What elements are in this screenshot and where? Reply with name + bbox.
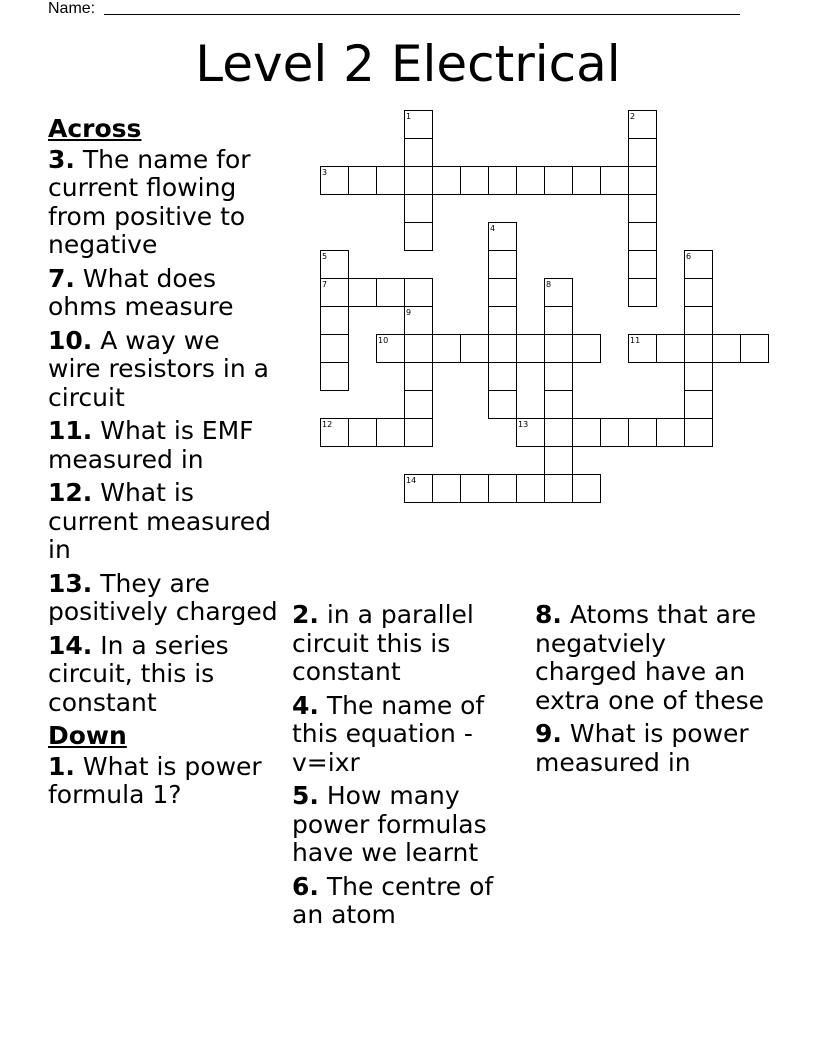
clue-item [48, 632, 280, 718]
clue-text: Atoms that are negatviely charged have an extra one of these [535, 600, 765, 715]
grid-cell[interactable] [377, 167, 405, 195]
grid-cell[interactable] [545, 167, 573, 195]
clue-text: How many power formulas have we learnt [292, 781, 487, 867]
grid-cell[interactable] [517, 475, 545, 503]
grid-cell[interactable] [489, 251, 517, 279]
grid-cell[interactable] [433, 475, 461, 503]
clue-number: 10. [48, 325, 93, 355]
clue-number: 9. [535, 719, 562, 748]
grid-cell[interactable] [489, 391, 517, 419]
grid-cell[interactable] [685, 363, 713, 391]
clue-text: What does ohms measure [48, 263, 234, 321]
grid-cell[interactable] [405, 335, 433, 363]
grid-cell-number: 2 [630, 112, 636, 121]
grid-cell[interactable] [545, 391, 573, 419]
grid-cell[interactable] [573, 335, 601, 363]
grid-cell[interactable] [349, 279, 377, 307]
grid-cell[interactable] [405, 167, 433, 195]
clues-column-2 [292, 601, 528, 935]
grid-cell-number: 7 [322, 280, 328, 289]
grid-cell[interactable] [349, 167, 377, 195]
grid-cell[interactable] [545, 419, 573, 447]
grid-cell[interactable] [685, 307, 713, 335]
grid-cell-number: 11 [630, 336, 641, 345]
grid-cell[interactable] [517, 335, 545, 363]
clue-item [535, 720, 771, 777]
grid-cell[interactable] [573, 167, 601, 195]
clue-number: 7. [48, 263, 75, 293]
grid-cell[interactable] [517, 167, 545, 195]
clue-item [48, 753, 280, 810]
grid-cell[interactable] [349, 419, 377, 447]
grid-cell[interactable] [405, 223, 433, 251]
grid-cell-number: 8 [546, 280, 552, 289]
grid-cell[interactable] [489, 363, 517, 391]
grid-cell[interactable] [405, 279, 433, 307]
grid-cell[interactable] [489, 307, 517, 335]
clue-item [48, 479, 280, 565]
grid-cell-number: 9 [406, 308, 412, 317]
clue-item [48, 265, 280, 322]
down-heading: Down [48, 721, 127, 750]
grid-cell[interactable] [545, 363, 573, 391]
clue-number: 13. [48, 568, 93, 598]
grid-cell[interactable] [573, 419, 601, 447]
clue-item [535, 601, 771, 715]
grid-cell[interactable] [377, 279, 405, 307]
clue-item [48, 570, 280, 627]
clue-number: 6. [292, 871, 319, 901]
clue-text: What is EMF measured in [48, 416, 254, 474]
grid-cell[interactable] [629, 251, 657, 279]
clue-item [292, 601, 528, 687]
grid-cell[interactable] [489, 475, 517, 503]
grid-cell[interactable] [489, 279, 517, 307]
across-clues [48, 146, 280, 718]
clue-item [292, 782, 528, 868]
grid-cell[interactable] [405, 391, 433, 419]
grid-cell[interactable] [489, 167, 517, 195]
grid-cell[interactable] [405, 363, 433, 391]
grid-cell[interactable] [629, 139, 657, 167]
clues-column-1 [48, 115, 280, 815]
clue-number: 12. [48, 478, 93, 507]
page-title: Level 2 Electrical [195, 35, 621, 93]
down-clues-part-2 [292, 601, 528, 930]
grid-cell[interactable] [629, 279, 657, 307]
clue-text: What is current measured in [48, 478, 272, 564]
clue-item [48, 146, 280, 260]
grid-cell-number: 13 [518, 420, 529, 429]
grid-cell[interactable] [321, 335, 349, 363]
grid-cell-number: 6 [686, 252, 692, 261]
clue-item [48, 417, 280, 474]
clue-number: 8. [535, 600, 562, 629]
grid-cell-number: 14 [406, 476, 417, 485]
grid-cell[interactable] [573, 475, 601, 503]
grid-cell[interactable] [433, 335, 461, 363]
grid-cell[interactable] [713, 335, 741, 363]
name-label: Name: [48, 0, 96, 17]
clue-text: The name for current flowing from positive to negative [48, 144, 251, 259]
grid-cell[interactable] [377, 419, 405, 447]
grid-cell[interactable] [685, 419, 713, 447]
clue-text: The name of this equation - v=ixr [292, 690, 485, 777]
clue-text: In a series circuit, this is constant [48, 630, 229, 717]
grid-cell[interactable] [657, 335, 685, 363]
grid-cell[interactable] [741, 335, 769, 363]
grid-cell[interactable] [461, 335, 489, 363]
clue-number: 14. [48, 630, 93, 660]
grid-cell[interactable] [321, 307, 349, 335]
grid-cell[interactable] [657, 419, 685, 447]
clue-text: What is power measured in [535, 719, 749, 777]
grid-cell[interactable] [489, 335, 517, 363]
clue-item [292, 873, 528, 930]
grid-cell[interactable] [629, 419, 657, 447]
grid-cell-number: 5 [322, 252, 328, 261]
grid-cell[interactable] [545, 307, 573, 335]
grid-cell[interactable] [545, 447, 573, 475]
clue-text: in a parallel circuit this is constant [292, 600, 474, 686]
grid-cell[interactable] [405, 139, 433, 167]
clue-text: What is power formula 1? [48, 751, 262, 809]
grid-cell[interactable] [461, 475, 489, 503]
grid-cell[interactable] [685, 335, 713, 363]
grid-cell[interactable] [405, 419, 433, 447]
grid-cell[interactable] [629, 167, 657, 195]
down-clues-part-3 [535, 601, 771, 777]
clue-number: 3. [48, 144, 75, 174]
clue-item [48, 327, 280, 413]
clues-column-3 [535, 601, 771, 782]
clue-number: 1. [48, 751, 75, 781]
grid-cell-number: 12 [322, 420, 333, 429]
clue-number: 11. [48, 416, 93, 445]
grid-cell-number: 10 [378, 336, 389, 345]
across-heading: Across [48, 114, 142, 143]
grid-cell-number: 3 [322, 168, 328, 177]
grid-cell[interactable] [601, 419, 629, 447]
clue-text: They are positively charged [48, 568, 278, 626]
grid-cell[interactable] [433, 167, 461, 195]
clue-number: 5. [292, 781, 319, 810]
clue-number: 4. [292, 690, 319, 720]
grid-cell-number: 1 [406, 112, 412, 121]
grid-cell[interactable] [685, 391, 713, 419]
clue-text: A way we wire resistors in a circuit [48, 325, 269, 412]
down-clues-part-1 [48, 753, 280, 810]
grid-cell[interactable] [321, 363, 349, 391]
grid-cell[interactable] [601, 167, 629, 195]
grid-cell[interactable] [545, 335, 573, 363]
grid-cell[interactable] [405, 195, 433, 223]
grid-cell[interactable] [685, 279, 713, 307]
clue-item [292, 692, 528, 778]
grid-cell[interactable] [629, 195, 657, 223]
grid-cell[interactable] [545, 475, 573, 503]
clue-text: The centre of an atom [292, 871, 494, 929]
grid-cell[interactable] [629, 223, 657, 251]
grid-cell[interactable] [461, 167, 489, 195]
grid-cell-number: 4 [490, 224, 496, 233]
clue-number: 2. [292, 600, 319, 629]
